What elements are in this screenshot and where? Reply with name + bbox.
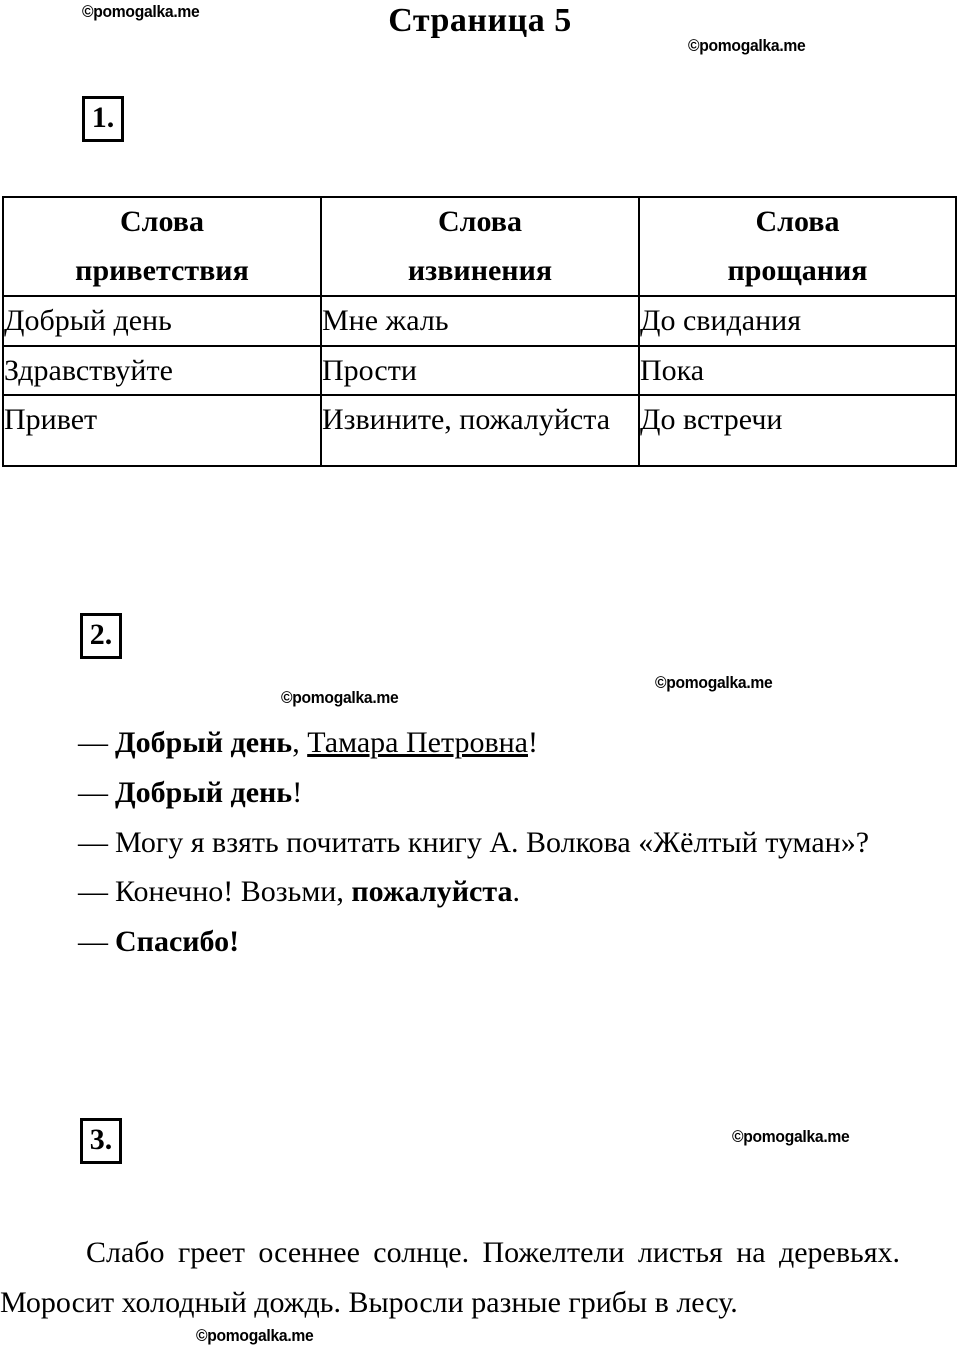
autumn-paragraph: Слабо греет осеннее солнце. Пожелтели листья на деревьях. Моросит холодный дождь. Выросли разные грибы в лесу. [0, 1236, 900, 1319]
dialogue-text-underline: Тамара Петровна [307, 726, 528, 759]
watermark: ©pomogalka.me [688, 36, 806, 55]
dialogue-line [0, 818, 952, 868]
table-row [3, 395, 956, 466]
dialogue-text-bold: пожалуйста [351, 875, 513, 909]
header-line: извинения [407, 253, 553, 287]
dialogue-dash: — [78, 825, 108, 859]
header-line: Слова [438, 205, 522, 238]
dialogue-text-plain: . [512, 875, 520, 909]
table-header-cell [321, 197, 639, 296]
header-line: Слова [755, 205, 840, 238]
watermark: ©pomogalka.me [281, 688, 399, 707]
dialogue-text-bold: ! [229, 925, 240, 959]
dialogue-dash: — [78, 925, 108, 959]
table-cell: Здравствуйте [3, 346, 321, 395]
table-header-row [3, 197, 956, 296]
dialogue-line [0, 768, 952, 818]
table-cell: Извините, пожалуйста [321, 395, 639, 466]
watermark: ©pomogalka.me [196, 1326, 314, 1345]
dialogue-line [0, 917, 952, 967]
table-cell: Прости [321, 346, 639, 395]
dialogue-text-plain: ! [292, 775, 303, 809]
exercise-number-3: 3. [80, 1118, 122, 1164]
dialogue-text-plain: , [292, 726, 308, 759]
table-cell: Добрый день [3, 296, 321, 345]
table-cell: Пока [639, 346, 956, 395]
dialogue-block [0, 718, 952, 967]
watermark: ©pomogalka.me [732, 1127, 850, 1146]
header-line: Слова [120, 205, 204, 238]
greeting-words-table [2, 196, 957, 467]
dialogue-text-plain: Могу я взять почитать книгу А. Волкова «Жёлтый туман»? [115, 825, 870, 859]
page-title: Страница 5 [388, 2, 572, 39]
table-row [3, 346, 956, 395]
dialogue-line [0, 867, 952, 917]
header-line: прощания [727, 253, 868, 287]
dialogue-dash: — [78, 775, 108, 809]
watermark: ©pomogalka.me [655, 673, 773, 692]
exercise-number-1: 1. [82, 96, 124, 142]
table-header-cell [639, 197, 956, 296]
dialogue-text-bold: Добрый день [115, 726, 293, 759]
header-line: приветствия [75, 253, 249, 287]
table-row [3, 296, 956, 345]
dialogue-dash: — [78, 726, 108, 759]
dialogue-text-plain: ! [527, 726, 538, 759]
table-header-cell [3, 197, 321, 296]
dialogue-line [0, 718, 952, 768]
table-cell: До встречи [639, 395, 956, 466]
watermark: ©pomogalka.me [82, 2, 200, 21]
table-cell: Мне жаль [321, 296, 639, 345]
table-cell: До свидания [639, 296, 956, 345]
dialogue-text-plain: Конечно! Возьми, [115, 875, 352, 909]
table-cell: Привет [3, 395, 321, 466]
dialogue-dash: — [78, 875, 108, 909]
dialogue-text-bold: Добрый день [115, 775, 293, 809]
dialogue-text-bold: Спасибо [115, 925, 230, 959]
exercise-number-2: 2. [80, 613, 122, 659]
